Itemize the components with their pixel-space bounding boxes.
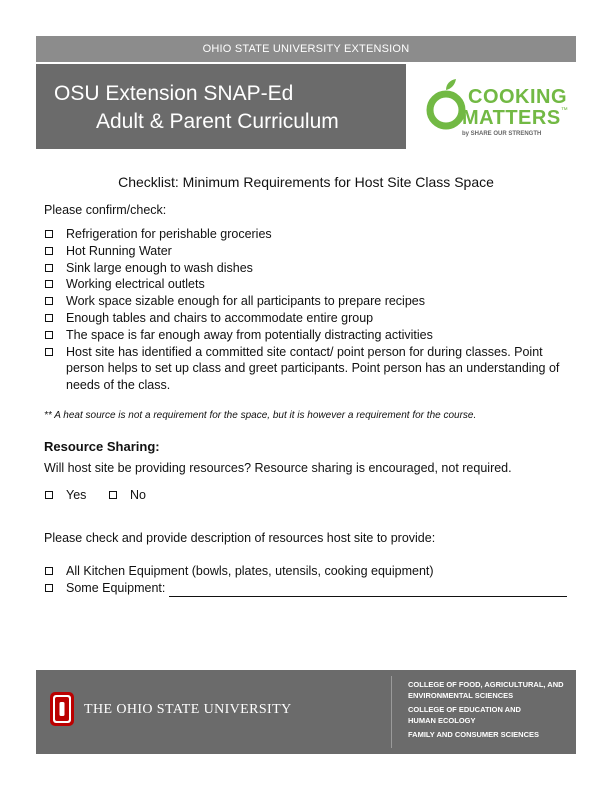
checklist-item-label: Working electrical outlets xyxy=(66,277,205,292)
checkbox[interactable] xyxy=(45,230,53,238)
college-name: FAMILY AND CONSUMER SCIENCES xyxy=(408,730,539,739)
resource-item-label: Some Equipment: xyxy=(66,581,166,595)
checkbox[interactable] xyxy=(45,280,53,288)
checkbox[interactable] xyxy=(45,348,53,356)
footer-divider xyxy=(391,676,392,748)
university-footer xyxy=(36,670,576,754)
resource-item[interactable] xyxy=(44,580,584,597)
option-no-label: No xyxy=(130,488,146,502)
osu-block-o-icon xyxy=(50,692,74,726)
checklist-item-label: Refrigeration for perishable groceries xyxy=(66,227,272,241)
college-name: COLLEGE OF FOOD, AGRICULTURAL, AND ENVIRONMENTAL SCIENCES xyxy=(408,680,564,700)
resources-instruction: Please check and provide description of resources host site to provide: xyxy=(44,531,436,545)
curriculum-header xyxy=(36,64,406,149)
checklist-item[interactable] xyxy=(44,327,584,344)
checklist-item[interactable] xyxy=(44,276,584,293)
checkbox[interactable] xyxy=(109,491,117,499)
checklist-item[interactable] xyxy=(44,243,584,260)
checklist-item-label: Host site has identified a committed site contact/ point person for during classes. Point person helps to set up class and greet participants. Point person has an understanding of needs of the class. xyxy=(66,344,560,393)
checklist-item-label: The space is far enough away from potentially distracting activities xyxy=(66,327,433,342)
checklist-item[interactable] xyxy=(44,293,584,310)
cooking-matters-logo xyxy=(406,64,576,149)
checklist-item-label: Hot Running Water xyxy=(66,243,172,258)
header-title-line2: Adult & Parent Curriculum xyxy=(96,110,339,133)
logo-byline: by SHARE OUR STRENGTH xyxy=(462,131,542,137)
checkbox[interactable] xyxy=(45,567,53,575)
some-equipment-input[interactable] xyxy=(169,585,567,597)
college-list xyxy=(408,680,568,745)
university-name: THE OHIO STATE UNIVERSITY xyxy=(84,702,292,717)
checklist-item[interactable] xyxy=(44,310,584,327)
checklist-item-label: Sink large enough to wash dishes xyxy=(66,260,253,275)
header-title-line1: OSU Extension SNAP-Ed xyxy=(54,82,294,105)
page-title: Checklist: Minimum Requirements for Host Site Class Space xyxy=(118,174,494,190)
confirm-instruction: Please confirm/check: xyxy=(44,203,167,217)
heat-source-note: ** A heat source is not a requirement for the space, but it is however a requirement for the course. xyxy=(44,410,477,421)
college-name: COLLEGE OF EDUCATION AND HUMAN ECOLOGY xyxy=(408,705,521,725)
requirements-checklist xyxy=(44,226,584,394)
checklist-item-label: Work space sizable enough for all participants to prepare recipes xyxy=(66,294,425,309)
checklist-item[interactable] xyxy=(44,344,584,394)
logo-word-cooking: COOKING xyxy=(468,86,568,108)
resources-list xyxy=(44,563,584,597)
checklist-item[interactable] xyxy=(44,226,584,243)
checklist-item[interactable] xyxy=(44,260,584,277)
checkbox[interactable] xyxy=(45,297,53,305)
trademark-symbol: ™ xyxy=(560,107,569,114)
logo-word-matters xyxy=(462,107,568,130)
checkbox[interactable] xyxy=(45,491,53,499)
checkbox[interactable] xyxy=(45,264,53,272)
resource-sharing-heading: Resource Sharing: xyxy=(44,439,160,454)
resource-item-label: All Kitchen Equipment (bowls, plates, utensils, cooking equipment) xyxy=(66,564,434,578)
option-yes[interactable] xyxy=(44,488,86,502)
resource-sharing-question: Will host site be providing resources? Resource sharing is encouraged, not required. xyxy=(44,461,512,475)
extension-banner: OHIO STATE UNIVERSITY EXTENSION xyxy=(36,36,576,62)
checkbox[interactable] xyxy=(45,584,53,592)
checkbox[interactable] xyxy=(45,314,53,322)
option-no[interactable] xyxy=(108,488,146,502)
checkbox[interactable] xyxy=(45,247,53,255)
resource-item[interactable] xyxy=(44,563,584,580)
checklist-item-label: Enough tables and chairs to accommodate entire group xyxy=(66,310,374,325)
logo-word-matters-text: MATTERS xyxy=(462,107,561,129)
checkbox[interactable] xyxy=(45,331,53,339)
option-yes-label: Yes xyxy=(66,488,87,502)
